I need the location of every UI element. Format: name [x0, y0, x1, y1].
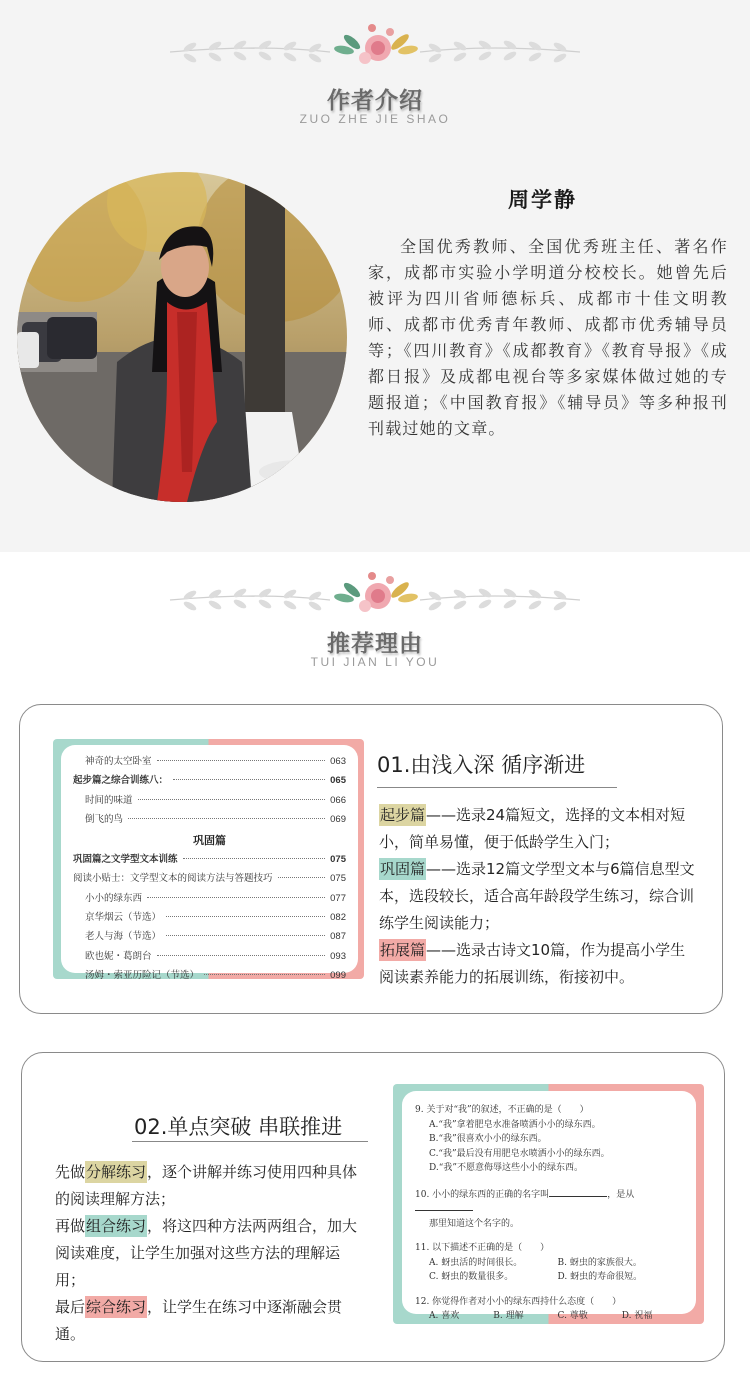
level-tag: 起步篇	[380, 806, 426, 824]
level-tag: 巩固篇	[380, 860, 426, 878]
toc-row	[73, 909, 346, 928]
toc-image-frame	[53, 739, 364, 979]
author-section	[0, 0, 750, 552]
question-text: ，是从	[607, 1189, 635, 1200]
question-text: 那里知道这个名字的。	[429, 1218, 520, 1229]
toc-page-number: 066	[330, 794, 346, 806]
toc-leader-dots	[157, 760, 326, 761]
floral-ornament	[0, 20, 750, 80]
practice-text: ，将这四种方法两两组合，加大阅读难度，让学生加强对这些方法的理解运用；	[55, 1217, 358, 1289]
answer-blank	[549, 1196, 607, 1197]
toc-title: 阅读小贴士：文学型文本的阅读方法与答题技巧	[73, 873, 273, 885]
card-description	[55, 1159, 365, 1348]
level-text: ——选录24篇短文，选择的文本相对短小，简单易懂，便于低龄学生入门；	[379, 806, 686, 851]
question-11: 11. 以下描述不正确的是（ ）	[415, 1243, 550, 1253]
section-subtitle: ZUO ZHE JIE SHAO	[299, 112, 451, 126]
toc-page-number: 075	[330, 854, 346, 866]
reason-card-2	[21, 1052, 725, 1362]
toc-row	[73, 948, 346, 967]
toc-row	[73, 792, 346, 811]
reason-card-1	[19, 704, 723, 1014]
toc-leader-dots	[278, 877, 326, 878]
option: A.“我”拿着肥皂水准备喷洒小小的绿东西。	[429, 1119, 601, 1130]
quiz-sample	[415, 1103, 686, 1324]
option: D.“我”不愿意侮辱这些小小的绿东西。	[429, 1163, 583, 1173]
section-subtitle: TUI JIAN LI YOU	[310, 655, 440, 669]
option: D. 蚜虫的寿命很短。	[557, 1272, 643, 1282]
level-text: ——选录古诗文10篇，作为提高小学生阅读素养能力的拓展训练，衔接初中。	[379, 941, 686, 986]
question-9: 9. 关于对“我”的叙述，不正确的是（ ）	[415, 1105, 589, 1115]
toc-title: 京华烟云（节选）	[85, 912, 162, 924]
option: A. 喜欢	[429, 1311, 460, 1321]
option: B.“我”很喜欢小小的绿东西。	[429, 1134, 547, 1144]
option: B. 理解	[493, 1311, 524, 1321]
toc-row	[73, 772, 346, 791]
toc-leader-dots	[173, 779, 325, 780]
practice-prefix: 先做	[55, 1163, 86, 1181]
toc-title: 时间的味道	[85, 794, 133, 806]
toc-title: 神奇的太空卧室	[85, 756, 152, 767]
option-row	[415, 1309, 686, 1324]
practice-text: ，逐个讲解并练习使用四种具体的阅读理解方法；	[55, 1163, 358, 1208]
toc-page-number: 075	[330, 873, 346, 885]
toc-title: 欧也妮・葛朗台	[85, 950, 152, 962]
option: A. 蚜虫活的时间很长。	[429, 1257, 523, 1268]
toc-page-number: 077	[330, 892, 346, 904]
toc-leader-dots	[128, 818, 325, 819]
toc-leader-dots	[183, 858, 326, 859]
option: B. 蚜虫的家族很大。	[557, 1257, 642, 1268]
toc-row	[73, 967, 346, 986]
option: C.“我”最后没有用肥皂水喷洒小小的绿东西。	[429, 1148, 610, 1159]
question-12: 12. 你觉得作者对小小的绿东西持什么态度（ ）	[415, 1296, 622, 1307]
toc-title: 起步篇之综合训练八：	[73, 775, 169, 787]
practice-item-comprehensive	[55, 1294, 365, 1348]
toc-section-heading: 巩固篇	[193, 834, 226, 848]
toc-row	[73, 753, 346, 772]
level-text: ——选录12篇文学型文本与6篇信息型文本，选段较长，适合高年龄段学生练习，综合训练学生阅读能力；	[379, 860, 695, 932]
toc-title: 汤姆・索亚历险记（节选）	[85, 969, 200, 981]
quiz-image-frame	[393, 1084, 704, 1324]
toc-leader-dots	[138, 799, 326, 800]
option-row	[415, 1270, 686, 1285]
toc-page-number: 099	[330, 969, 346, 981]
level-item-consolidate	[379, 856, 699, 937]
toc-leader-dots	[204, 974, 325, 975]
practice-prefix: 再做	[55, 1217, 86, 1235]
option: C. 尊敬	[557, 1311, 588, 1321]
option: C. 蚜虫的数量很多。	[429, 1272, 514, 1282]
answer-blank	[415, 1210, 473, 1211]
practice-tag: 分解练习	[86, 1163, 147, 1181]
toc-title: 小小的绿东西	[85, 892, 143, 904]
author-name: 周学静	[508, 187, 577, 212]
toc-list	[73, 753, 346, 986]
toc-row	[73, 811, 346, 830]
toc-leader-dots	[166, 916, 325, 917]
option: D. 祝福	[621, 1311, 653, 1321]
heading-underline	[132, 1141, 368, 1142]
toc-page-number: 069	[330, 813, 346, 825]
practice-tag: 综合练习	[86, 1298, 147, 1316]
question-10	[415, 1188, 686, 1217]
question-text: 10. 小小的绿东西的正确的名字叫	[415, 1189, 550, 1200]
card-heading: 02.单点突破 串联推进	[134, 1115, 343, 1139]
toc-page-number: 063	[330, 756, 346, 767]
toc-title: 巩固篇之文学型文本训练	[73, 854, 178, 866]
toc-page-number: 087	[330, 931, 346, 943]
toc-leader-dots	[157, 955, 326, 956]
toc-row	[73, 870, 346, 889]
toc-title: 倒飞的鸟	[85, 813, 124, 825]
section-title: 推荐理由	[327, 631, 423, 657]
level-item-starter	[379, 802, 699, 856]
toc-leader-dots	[147, 897, 325, 898]
toc-row	[73, 890, 346, 909]
author-bio: 全国优秀教师、全国优秀班主任、著名作家，成都市实验小学明道分校校长。她曾先后被评为四川省师德标兵、成都市十佳文明教师、成都市优秀青年教师、成都市优秀辅导员等；《四川教育》《成都教育》《教育导报》《成都日报》及成都电视台等多家媒体做过她的专题报道；《中国教育报》《辅导员》等多种报刊刊载过她的文章。	[368, 237, 728, 438]
practice-text: ，让学生在练习中逐渐融会贯通。	[55, 1298, 343, 1343]
practice-item-combine	[55, 1213, 365, 1294]
author-photo	[17, 172, 347, 502]
heading-underline	[377, 787, 617, 788]
practice-prefix: 最后	[55, 1298, 86, 1316]
practice-item-decompose	[55, 1159, 365, 1213]
toc-row	[73, 851, 346, 870]
card-description	[379, 802, 699, 991]
toc-page-number: 065	[330, 775, 346, 787]
section-title: 作者介绍	[327, 88, 423, 114]
toc-page-number: 093	[330, 950, 346, 962]
level-item-extend	[379, 937, 699, 991]
toc-title: 老人与海（节选）	[85, 931, 162, 943]
floral-ornament	[0, 568, 750, 628]
toc-page-number: 082	[330, 912, 346, 924]
card-heading: 01.由浅入深 循序渐进	[377, 753, 586, 777]
toc-leader-dots	[166, 935, 325, 936]
practice-tag: 组合练习	[86, 1217, 147, 1235]
level-tag: 拓展篇	[380, 941, 426, 959]
toc-row	[73, 928, 346, 947]
option-row	[415, 1256, 686, 1271]
